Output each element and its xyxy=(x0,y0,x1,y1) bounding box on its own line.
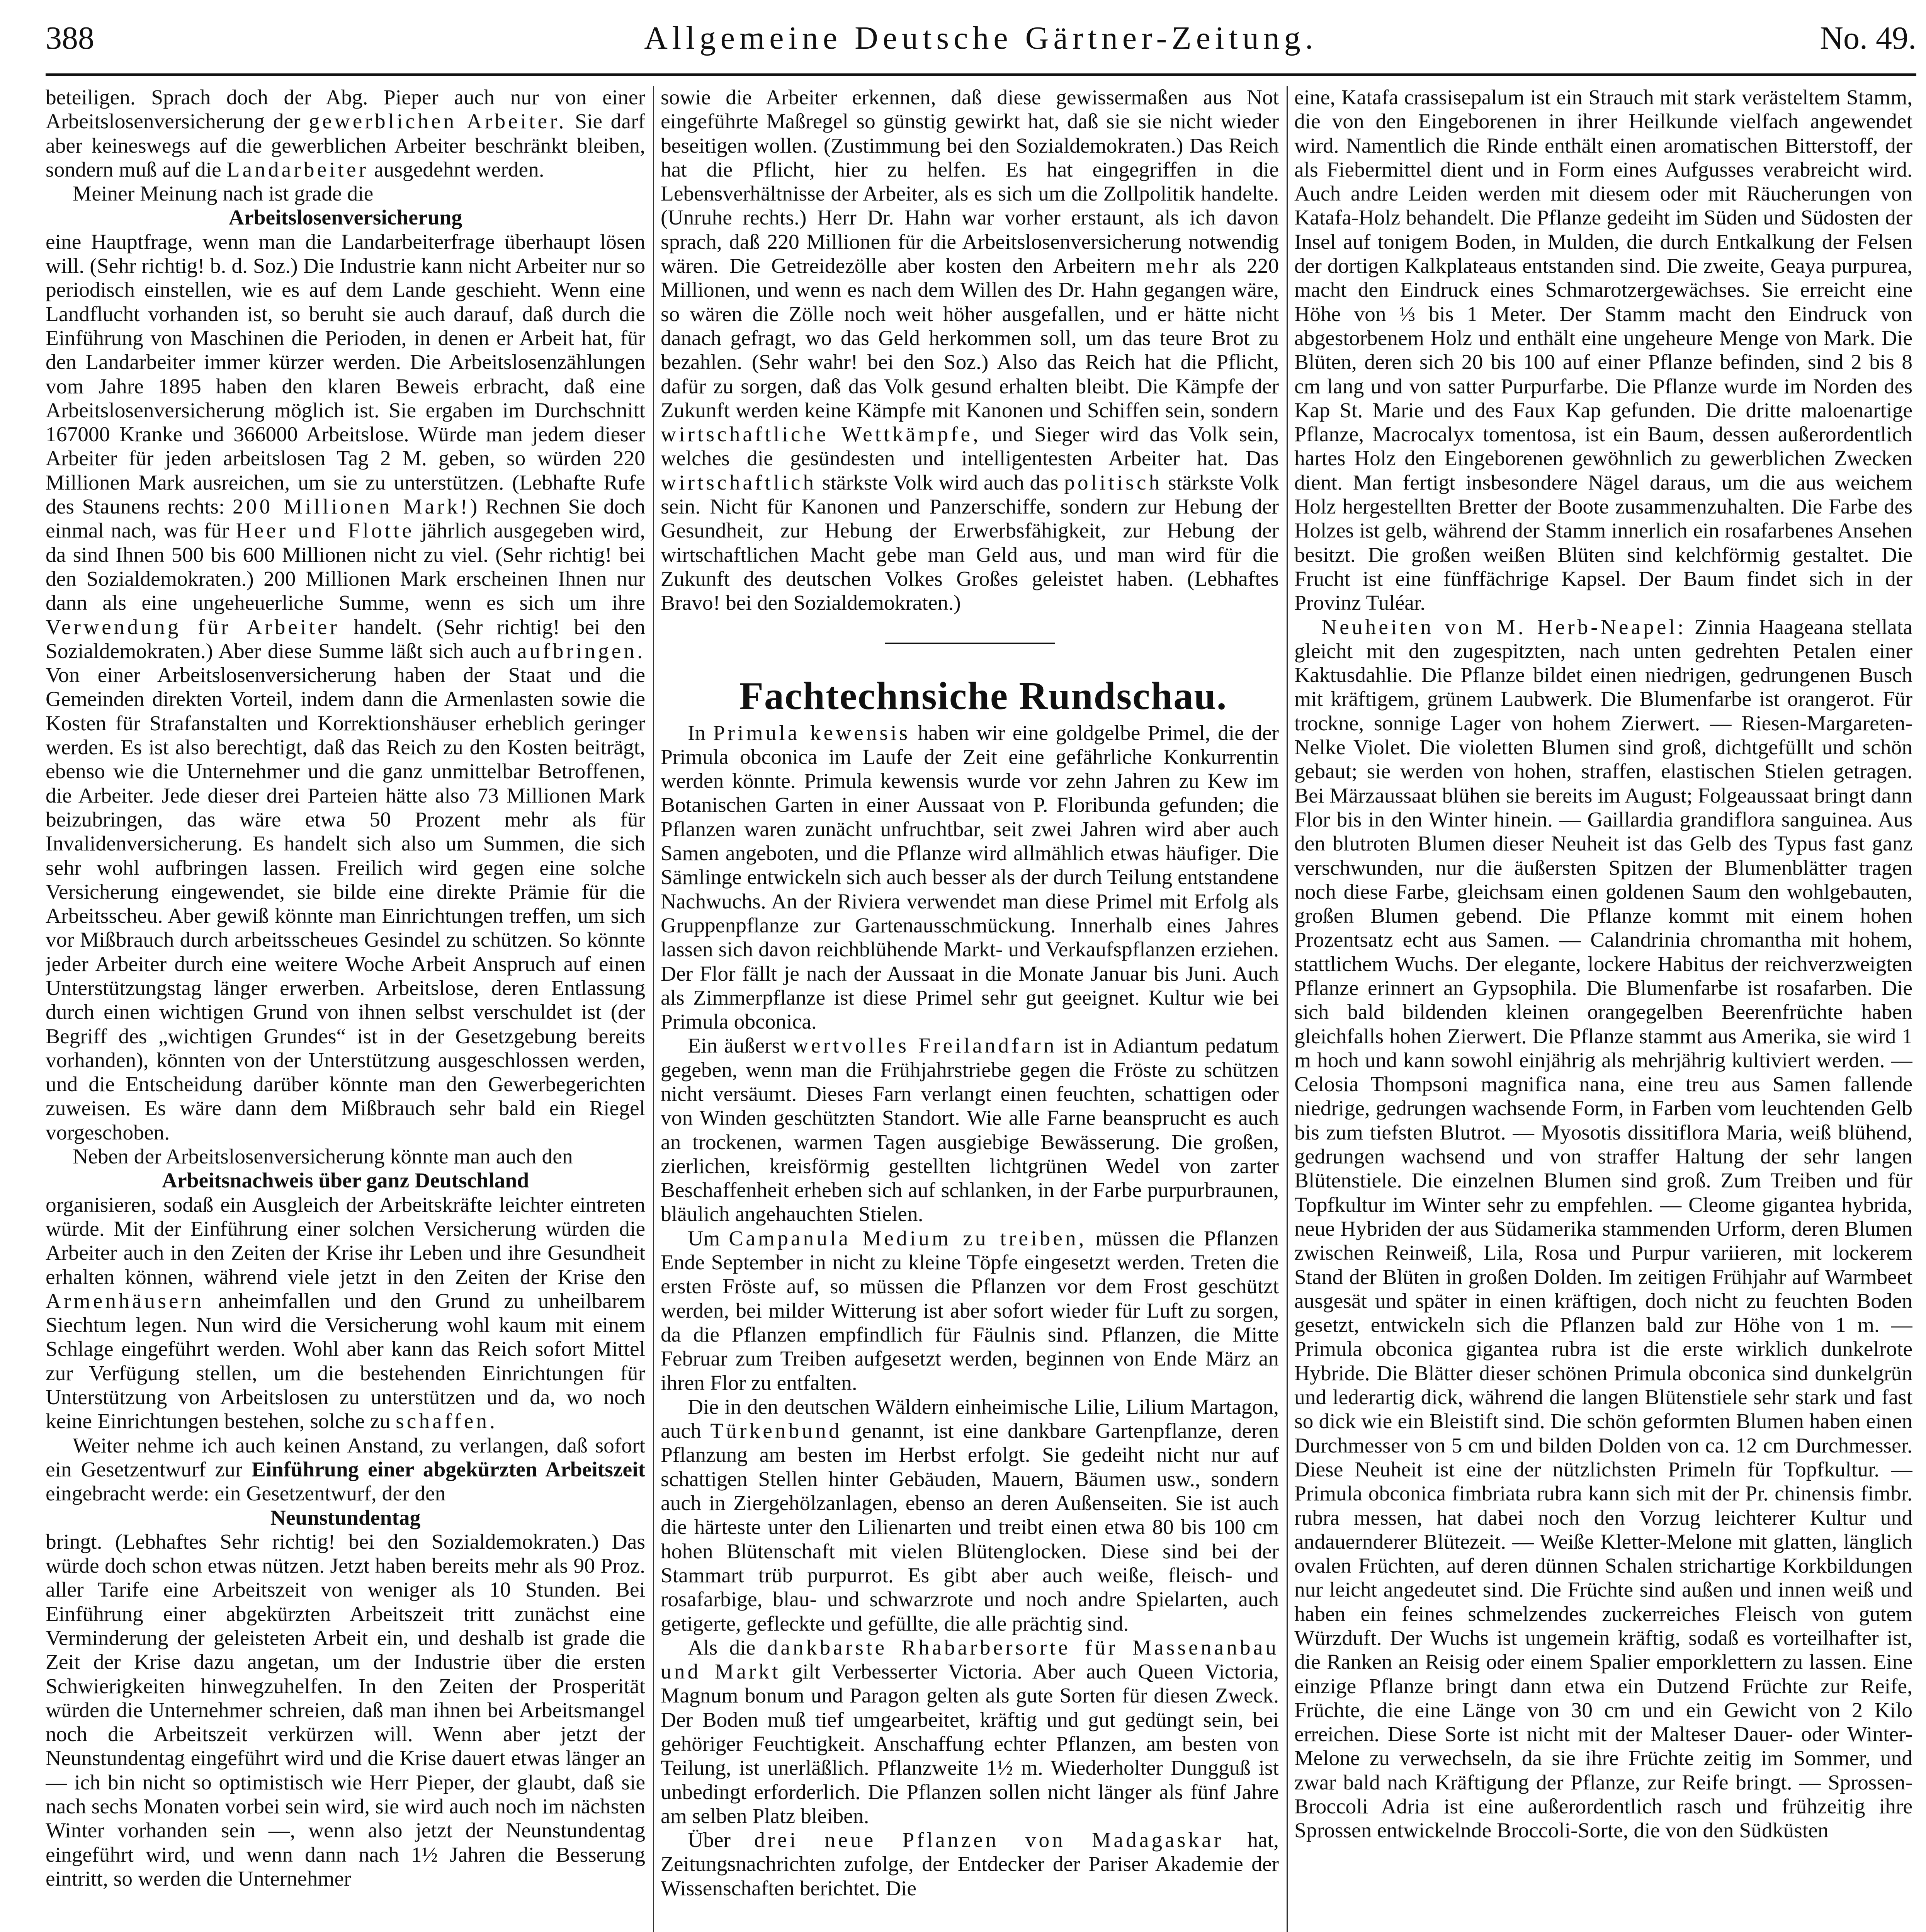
subheading: Arbeitsnachweis über ganz Deutschland xyxy=(161,1169,529,1193)
paragraph: bringt. (Lebhaftes Sehr richtig! bei den Sozialdemokraten.) Das würde doch schon etwas nützen. Jetzt haben bereits mehr als 90 Proz. aller Tarife eine Arbeitszeit von weniger als 10 Stunden. Bei Einführung einer abgekürzten Arbeitszeit tritt zunächst eine Verminderung der geleisteten Arbeit ein, und deshalb ist grade die Zeit der Krise dazu angetan, um der Industrie über die ersten Schwierigkeiten hinwegzuhelfen. In den Zeiten der Prosperität würden die Unternehmer schreien, daß man ihnen bei Arbeitsmangel noch die Arbeitszeit verkürzen will. Wenn aber jetzt der Neunstundentag eingeführt wird und die Krise dauert etwas länger an — ich bin nicht so optimistisch wie Herr Pieper, der glaubt, daß sie nach sechs Monaten vorbei sein wird, sie wird auch noch im nächsten Winter vorhanden sein —, wenn also jetzt der Neunstundentag eingeführt wird, und wenn dann nach 1½ Jahren die Besserung eintritt, so werden die Unternehmer xyxy=(46,1530,645,1891)
column-divider xyxy=(653,86,654,1932)
page-header xyxy=(46,15,1916,76)
section-rule xyxy=(885,643,1055,644)
column-3 xyxy=(1294,86,1912,1932)
paragraph: sowie die Arbeiter erkennen, daß diese gewissermaßen aus Not eingeführte Maßregel so günstig gewirkt hat, daß sie sie nicht wieder beseitigen wollen. (Zustimmung bei den Sozialdemokraten.) Das Reich hat die Pflicht, hier zu helfen. Es hat eingegriffen in die Lebensverhältnisse der Arbeiter, als es sich um die Zollpolitik handelte. (Unruhe rechts.) Herr Dr. Hahn war vorher erstaunt, als ich davon sprach, daß 220 Millionen für die Arbeitslosenversicherung notwendig wären. Die Getreidezölle aber kosten den Arbeitern mehr als 220 Millionen, und wenn es nach dem Willen des Dr. Hahn gegangen wäre, so wären die Zölle noch weit höher ausgefallen, und er hätte nicht danach gefragt, wo das Geld herkommen soll, um das teure Brot zu bezahlen. (Sehr wahr! bei den Soz.) Also das Reich hat die Pflicht, dafür zu sorgen, daß das Volk gesund erhalten bleibt. Die Kämpfe der Zukunft werden keine Kämpfe mit Kanonen und Schiffen sein, sondern wirtschaftliche Wettkämpfe, und Sieger wird das Volk sein, welches die gesündesten und intelligentesten Arbeiter hat. Das wirtschaftlich stärkste Volk wird auch das politisch stärkste Volk sein. Nicht für Kanonen und Panzerschiffe, sondern zur Hebung der Gesundheit, zur Hebung der Erwerbsfähigkeit, zur Hebung der wirtschaftlichen Macht gebe man Geld aus, und man wird für die Zukunft des deutschen Volkes Großes geleistet haben. (Lebhaftes Bravo! bei den Sozialdemokraten.) xyxy=(661,86,1279,615)
journal-title: Allgemeine Deutsche Gärtner-Zeitung. xyxy=(644,20,1318,56)
paragraph: Weiter nehme ich auch keinen Anstand, zu verlangen, daß sofort ein Gesetzentwurf zur Einführung einer abgekürzten Arbeitszeit eingebracht werde: ein Gesetzentwurf, der den xyxy=(46,1434,645,1506)
paragraph: Meiner Meinung nach ist grade die xyxy=(73,182,374,206)
paragraph: Neuheiten von M. Herb-Neapel: Zinnia Haageana stellata gleicht mit den zugespitzten, nach unten gedrehten Petalen einer Kaktusdahlie. Die Pflanze bildet einen niedrigen, gedrungenen Busch mit kräftigem, grünem Laubwerk. Die Blumenfarbe ist orangerot. Für trockne, sonnige Lager von hohem Zierwert. — Riesen-Margareten-Nelke Violet. Die violetten Blumen sind groß, dichtgefüllt und schön gebaut; sie werden von hohen, straffen, elastischen Stielen getragen. Bei Märzaussaat blühen sie bereits im August; Folgeaussaat bringt dann Flor bis in den Winter hinein. — Gaillardia grandiflora sanguinea. Aus den blutroten Blumen dieser Neuheit ist das Gelb des Typus fast ganz verschwunden, nur die äußersten Spitzen der Blumenblätter tragen noch diese Farbe, gleichsam einen goldenen Saum den wohlgebauten, großen Blumen gebend. Die Pflanze kommt mit einem hohen Prozentsatz echt aus Samen. — Calandrinia chromantha mit hohem, stattlichem Wuchs. Der elegante, lockere Habitus der reichverzweigten Pflanze erinnert an Gypsophila. Die Blumenfarbe ist rosafarben. Die sich bald bildenden kleinen orangegelben Beerenfrüchte haben gleichfalls hohen Zierwert. Die Pflanze stammt aus Amerika, sie wird 1 m hoch und kann sowohl einjährig als mehrjährig kultiviert werden. — Celosia Thompsoni magnifica nana, eine treu aus Samen fallende niedrige, gedrungen wachsende Form, in Farben vom leuchtenden Gelb bis zum tiefsten Blutrot. — Myosotis dissitiflora Maria, weiß blühend, gedrungen wachsend und von straffer Haltung der sehr langen Blütenstiele. Die einzelnen Blumen sind groß. Zum Treiben und für Topfkultur im Winter sehr zu empfehlen. — Cleome gigantea hybrida, neue Hybriden der aus Südamerika stammenden Urform, deren Blumen zwischen Reinweiß, Lila, Rosa und Purpur variieren, mit lockerem Stand der Blüten in großen Dolden. Im zeitigen Frühjahr auf Warmbeet ausgesät und später in einen kräftigen, doch nicht zu feuchten Boden gesetzt, entwickeln sich die Pflanzen bald zur Höhe von 1 m. — Primula obconica gigantea rubra ist die erste wirklich dunkelrote Hybride. Die Blätter dieser schönen Primula obconica sind dunkelgrün und lederartig dick, während die langen Blütenstiele sehr stark und fast so dick wie ein Bleistift sind. Die schön geformten Blumen haben einen Durchmesser von 5 cm und bilden Dolden von ca. 12 cm Durchmesser. Diese Neuheit ist eine der nützlichsten Primeln für Topfkultur. — Primula obconica fimbriata rubra kann sich mit der Pr. chinensis fimbr. rubra messen, hat dabei noch den Vorzug leichterer Kultur und andauernderer Blütezeit. — Weiße Kletter-Melone mit glatten, länglich ovalen Früchten, auf deren dünnen Schalen strichartige Korkbildungen nur leicht angedeutet sind. Die Früchte sind außen und innen weiß und haben ein feines schmelzendes zuckerreiches Fleisch von gutem Würzduft. Der Wuchs ist ungemein kräftig, sodaß es vorteilhafter ist, die Ranken an Reisig oder einem Spalier emporklettern zu lassen. Eine einzige Pflanze bringt dann etwa ein Dutzend Früchte zur Reife, Früchte, die eine Länge von 30 cm und ein Gewicht von 2 Kilo erreichen. Diese Sorte ist nicht mit der Malteser Dauer- oder Winter-Melone zu verwechseln, da sie ihre Früchte zeitig im Sommer, und zwar bald nach Kräftigung der Pflanze, zur Reife bringt. — Sprossen-Broccoli Adria ist eine außerordentlich rasch und frühzeitig ihre Sprossen entwickelnde Broccoli-Sorte, die von den Südküsten xyxy=(1294,615,1912,1843)
paragraph: organisieren, sodaß ein Ausgleich der Arbeitskräfte leichter eintreten würde. Mit der Einführung einer solchen Versicherung würden die Arbeiter auch in den Zeiten der Krise ihr Leben und ihre Gesundheit erhalten können, während viele jetzt in den Zeiten der Krise den Armenhäusern anheimfallen und den Grund zu unheilbarem Siechtum legen. Nun wird die Versicherung wohl kaum mit einem Schlage eingeführt werden. Wohl aber kann das Reich sofort Mittel zur Verfügung stellen, um die bestehenden Einrichtungen für Unterstützung von Arbeitslosen zu unterstützen und da, wo noch keine Einrichtungen bestehen, solche zu schaffen. xyxy=(46,1193,645,1434)
subheading: Neunstundentag xyxy=(270,1506,421,1530)
paragraph: In Primula kewensis haben wir eine goldgelbe Primel, die der Primula obconica im Laufe der Zeit eine gefährliche Konkurrentin werden könnte. Primula kewensis wurde vor zehn Jahren zu Kew im Botanischen Garten in einer Aussaat von P. Floribunda gefunden; die Pflanzen waren zunächt unfruchtbar, seit zwei Jahren wird aber auch Samen angeboten, und die Pflanze wird allmählich etwas häufiger. Die Sämlinge entwickeln sich auch besser als der durch Teilung entstandene Nachwuchs. An der Riviera verwendet man diese Primel mit Erfolg als Gruppenpflanze zur Gartenausschmückung. Innerhalb eines Jahres lassen sich davon reichblühende Markt- und Verkaufspflanzen erziehen. Der Flor fällt je nach der Aussaat in die Monate Januar bis Juni. Auch als Zimmerpflanze ist diese Primel sehr gut geeignet. Kultur wie bei Primula obconica. xyxy=(661,721,1279,1034)
paragraph: Über drei neue Pflanzen von Madagaskar hat, Zeitungsnachrichten zufolge, der Entdecker der Pariser Akademie der Wissenschaften berichtet. Die xyxy=(661,1828,1279,1900)
page-number: 388 xyxy=(46,20,94,56)
subheading: Arbeitslosenversicherung xyxy=(228,206,462,230)
paragraph: Um Campanula Medium zu treiben, müssen die Pflanzen Ende September in nicht zu kleine Töpfe eingesetzt werden. Treten die ersten Fröste auf, so müssen die Pflanzen vor dem Frost geschützt werden, bei milder Witterung ist aber sofort wieder für Luft zu sorgen, da die Pflanzen empfindlich für Fäulnis sind. Pflanzen, die Mitte Februar zum Treiben aufgesetzt werden, beginnen von Ende März an ihren Flor zu entfalten. xyxy=(661,1226,1279,1395)
issue-number: No. 49. xyxy=(1820,20,1916,56)
paragraph: beteiligen. Sprach doch der Abg. Pieper auch nur von einer Arbeitslosenversicherung der gewerblichen Arbeiter. Sie darf aber keineswegs auf die gewerblichen Arbeiter beschränkt bleiben, sondern muß auf die Landarbeiter ausgedehnt werden. xyxy=(46,86,645,182)
column-divider xyxy=(1287,86,1288,1932)
paragraph: Die in den deutschen Wäldern einheimische Lilie, Lilium Martagon, auch Türkenbund genannt, ist eine dankbare Gartenpflanze, deren Pflanzung am besten im Herbst erfolgt. Sie gedeiht nicht nur auf schattigen Stellen hinter Gebäuden, Mauern, Bäumen usw., sondern auch in Ziergehölzanlagen, ebenso an deren Außenseiten. Sie ist auch die härteste unter den Lilienarten und treibt einen etwa 80 bis 100 cm hohen Blütenschaft mit vielen Blütenglocken. Diese sind bei der Stammart trüb purpurrot. Es gibt aber auch weiße, fleisch- und rosafarbige, blau- und schwarzrote und noch andre Spielarten, auch getigerte, gefleckte und gefüllte, die alle prächtig sind. xyxy=(661,1395,1279,1636)
section-title: Fachtechnsiche Rundschau. xyxy=(739,674,1227,718)
paragraph: Neben der Arbeitslosenversicherung könnte man auch den xyxy=(73,1145,573,1169)
column-1 xyxy=(46,86,645,1932)
paragraph: eine, Katafa crassisepalum ist ein Strauch mit stark verästeltem Stamm, die von den Eingeborenen in ihrer Heilkunde vielfach angewendet wird. Namentlich die Rinde enthält einen aromatischen Bitterstoff, der als Fiebermittel dient und in Form eines Aufgusses verabreicht wird. Auch andre Leiden werden mit diesem oder mit Räucherungen von Katafa-Holz behandelt. Die Pflanze gedeiht im Süden und Südosten der Insel auf tonigem Boden, in Mulden, die durch Entkalkung der Felsen der dortigen Kalkplateaus entstanden sind. Die zweite, Geaya purpurea, macht den Eindruck eines Schmarotzergewächses. Sie erreicht eine Höhe von ⅓ bis 1 Meter. Der Stamm macht den Eindruck von abgestorbenem Holz und enthält eine ungeheure Menge von Mark. Die Blüten, deren sich 20 bis 100 auf einer Pflanze befinden, sind 2 bis 8 cm lang und von satter Purpurfarbe. Die Pflanze wurde im Norden des Kap St. Marie und des Faux Kap gefunden. Die dritte maloenartige Pflanze, Macrocalyx tomentosa, ist ein Baum, dessen außerordentlich hartes Holz den Eingeborenen gewöhnlich zu gewerblichen Zwecken dient. Man fertigt insbesondere Nägel daraus, um die aus weichem Holz hergestellten Bretter der Boote zusammenzuhalten. Die Farbe des Holzes ist gelb, während der Stamm innerlich ein rosafarbenes Ansehen besitzt. Die großen weißen Blüten sind kelchförmig gestaltet. Die Frucht ist eine fünffächrige Kapsel. Der Baum findet sich in der Provinz Tuléar. xyxy=(1294,86,1912,615)
paragraph: Als die dankbarste Rhabarbersorte für Massenanbau und Markt gilt Verbesserter Victoria. Aber auch Queen Victoria, Magnum bonum und Paragon gelten als gute Sorten für diesen Zweck. Der Boden muß tief umgearbeitet, kräftig und gut gedüngt sein, bei gehöriger Feuchtigkeit. Anschaffung echter Pflanzen, am besten von Teilung, ist unerläßlich. Pflanzweite 1½ m. Wiederholter Dungguß ist unbedingt erforderlich. Die Pflanzen sollen nicht länger als fünf Jahre am selben Platz bleiben. xyxy=(661,1636,1279,1828)
paragraph: Ein äußerst wertvolles Freilandfarn ist in Adiantum pedatum gegeben, wenn man die Frühjahrstriebe gegen die Fröste zu schützen nicht versäumt. Dieses Farn verlangt einen feuchten, schattigen oder von Winden geschützten Standort. Wie alle Farne beansprucht es auch an trockenen, warmen Tagen ausgiebige Bewässerung. Die großen, zierlichen, kreisförmig gestellten lichtgrünen Wedel von zarter Beschaffenheit erheben sich auf schlanken, in der Farbe purpurbraunen, bläulich angehauchten Stielen. xyxy=(661,1034,1279,1226)
paragraph: eine Hauptfrage, wenn man die Landarbeiterfrage überhaupt lösen will. (Sehr richtig! b. d. Soz.) Die Industrie kann nicht Arbeiter nur so periodisch einstellen, wie es auf dem Lande geschieht. Wenn eine Landflucht vorhanden ist, so beruht sie auch darauf, daß durch die Einführung von Maschinen die Perioden, in denen er Arbeit hat, für den Landarbeiter immer kürzer werden. Die Arbeitslosenzählungen vom Jahre 1895 haben den klaren Beweis erbracht, daß eine Arbeitslosenversicherung möglich ist. Sie ergaben im Durchschnitt 167000 Kranke und 366000 Arbeitslose. Würde man jedem dieser Arbeiter für jeden arbeitslosen Tag 2 M. geben, so würden 220 Millionen Mark ausreichen, um sie zu unterstützen. (Lebhafte Rufe des Staunens rechts: 200 Millionen Mark!) Rechnen Sie doch einmal nach, was für Heer und Flotte jährlich ausgegeben wird, da sind Ihnen 500 bis 600 Millionen nicht zu viel. (Sehr richtig! bei den Sozialdemokraten.) 200 Millionen Mark erscheinen Ihnen nur dann als eine ungeheuerliche Summe, wenn es sich um ihre Verwendung für Arbeiter handelt. (Sehr richtig! bei den Sozialdemokraten.) Aber diese Summe läßt sich auch aufbringen. Von einer Arbeitslosenversicherung haben der Staat und die Gemeinden direkten Vorteil, indem dann die Armenlasten sowie die Kosten für Strafanstalten und Korrektionshäuser erheblich geringer werden. Es ist also berechtigt, daß das Reich zu den Kosten beiträgt, ebenso wie die Unternehmer und die ganz unmittelbar Betroffenen, die Arbeiter. Jede dieser drei Parteien hätte also 73 Millionen Mark beizubringen, das wäre etwa 50 Prozent mehr als für Invalidenversicherung. Es handelt sich also um Summen, die sich sehr wohl aufbringen lassen. Freilich wird gegen eine solche Versicherung eingewendet, sie bilde eine direkte Prämie für die Arbeitsscheu. Aber gewiß könnte man Einrichtungen treffen, um sich vor Mißbrauch durch arbeitsscheues Gesindel zu schützen. So könnte jeder Arbeiter durch eine weitere Woche Arbeit Anspruch auf einen Unterstützungstag länger erwerben. Arbeitslose, deren Entlassung durch einen wichtigen Grund von ihnen selbst verschuldet ist (der Begriff des „wichtigen Grundes“ ist in der Gesetzgebung bereits vorhanden), könnten von der Unterstützung ausgeschlossen werden, und die Entscheidung darüber könnte man den Gewerbegerichten zuweisen. Es wäre dann dem Mißbrauch sehr bald ein Riegel vorgeschoben. xyxy=(46,230,645,1145)
column-2 xyxy=(661,86,1279,1932)
